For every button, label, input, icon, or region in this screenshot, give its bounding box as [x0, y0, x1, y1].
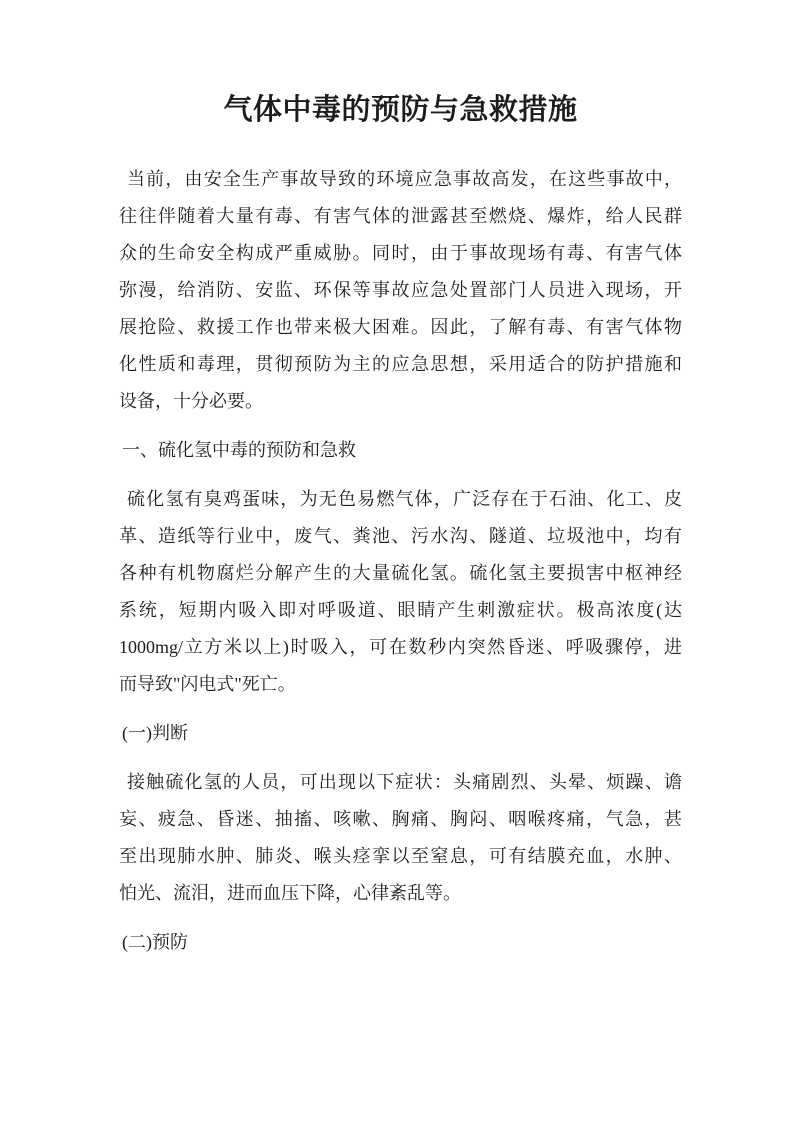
- paragraph-line: 系统，短期内吸入即对呼吸道、眼睛产生刺激症状。极高浓度(达: [119, 600, 682, 620]
- section-heading: (一)判断: [122, 723, 188, 743]
- paragraph-line: 展抢险、救援工作也带来极大困难。因此，了解有毒、有害气体物: [119, 317, 682, 337]
- paragraph-line: 至出现肺水肿、肺炎、喉头痉挛以至窒息，可有结膜充血，水肿、: [119, 846, 682, 866]
- paragraph-line: 怕光、流泪，进而血压下降，心律紊乱等。: [119, 883, 461, 903]
- paragraph-line: 硫化氢有臭鸡蛋味，为无色易燃气体，广泛存在于石油、化工、皮: [127, 489, 682, 509]
- document-title: 气体中毒的预防与急救措施: [223, 94, 578, 126]
- paragraph-line: 接触硫化氢的人员，可出现以下症状：头痛剧烈、头晕、烦躁、谵: [127, 772, 682, 792]
- paragraph: [119, 764, 682, 912]
- paragraph: [119, 481, 682, 703]
- paragraph-line: 众的生命安全构成严重威胁。同时，由于事故现场有毒、有害气体: [119, 243, 682, 263]
- paragraph-line: 1000mg/立方米以上)时吸入，可在数秒内突然昏迷、呼吸骤停，进: [119, 637, 682, 657]
- paragraph-line: 革、造纸等行业中，废气、粪池、污水沟、隧道、垃圾池中，均有: [119, 526, 682, 546]
- paragraph-line: 化性质和毒理，贯彻预防为主的应急思想，采用适合的防护措施和: [119, 354, 682, 374]
- paragraph-line: 妄、疲急、昏迷、抽搐、咳嗽、胸痛、胸闷、咽喉疼痛，气急，甚: [119, 809, 682, 829]
- paragraph-line: 往往伴随着大量有毒、有害气体的泄露甚至燃烧、爆炸，给人民群: [119, 206, 682, 226]
- section-heading: (二)预防: [122, 932, 188, 952]
- paragraph-line: 而导致"闪电式"死亡。: [119, 674, 296, 694]
- section-heading: 一、硫化氢中毒的预防和急救: [122, 440, 356, 460]
- paragraph-line: 当前，由安全生产事故导致的环境应急事故高发，在这些事故中，: [127, 169, 682, 189]
- paragraph-line: 各种有机物腐烂分解产生的大量硫化氢。硫化氢主要损害中枢神经: [119, 563, 682, 583]
- paragraph-line: 设备，十分必要。: [119, 391, 263, 411]
- document-blocks: [119, 161, 682, 961]
- paragraph: [119, 161, 682, 420]
- paragraph-line: 弥漫，给消防、安监、环保等事故应急处置部门人员进入现场，开: [119, 280, 682, 300]
